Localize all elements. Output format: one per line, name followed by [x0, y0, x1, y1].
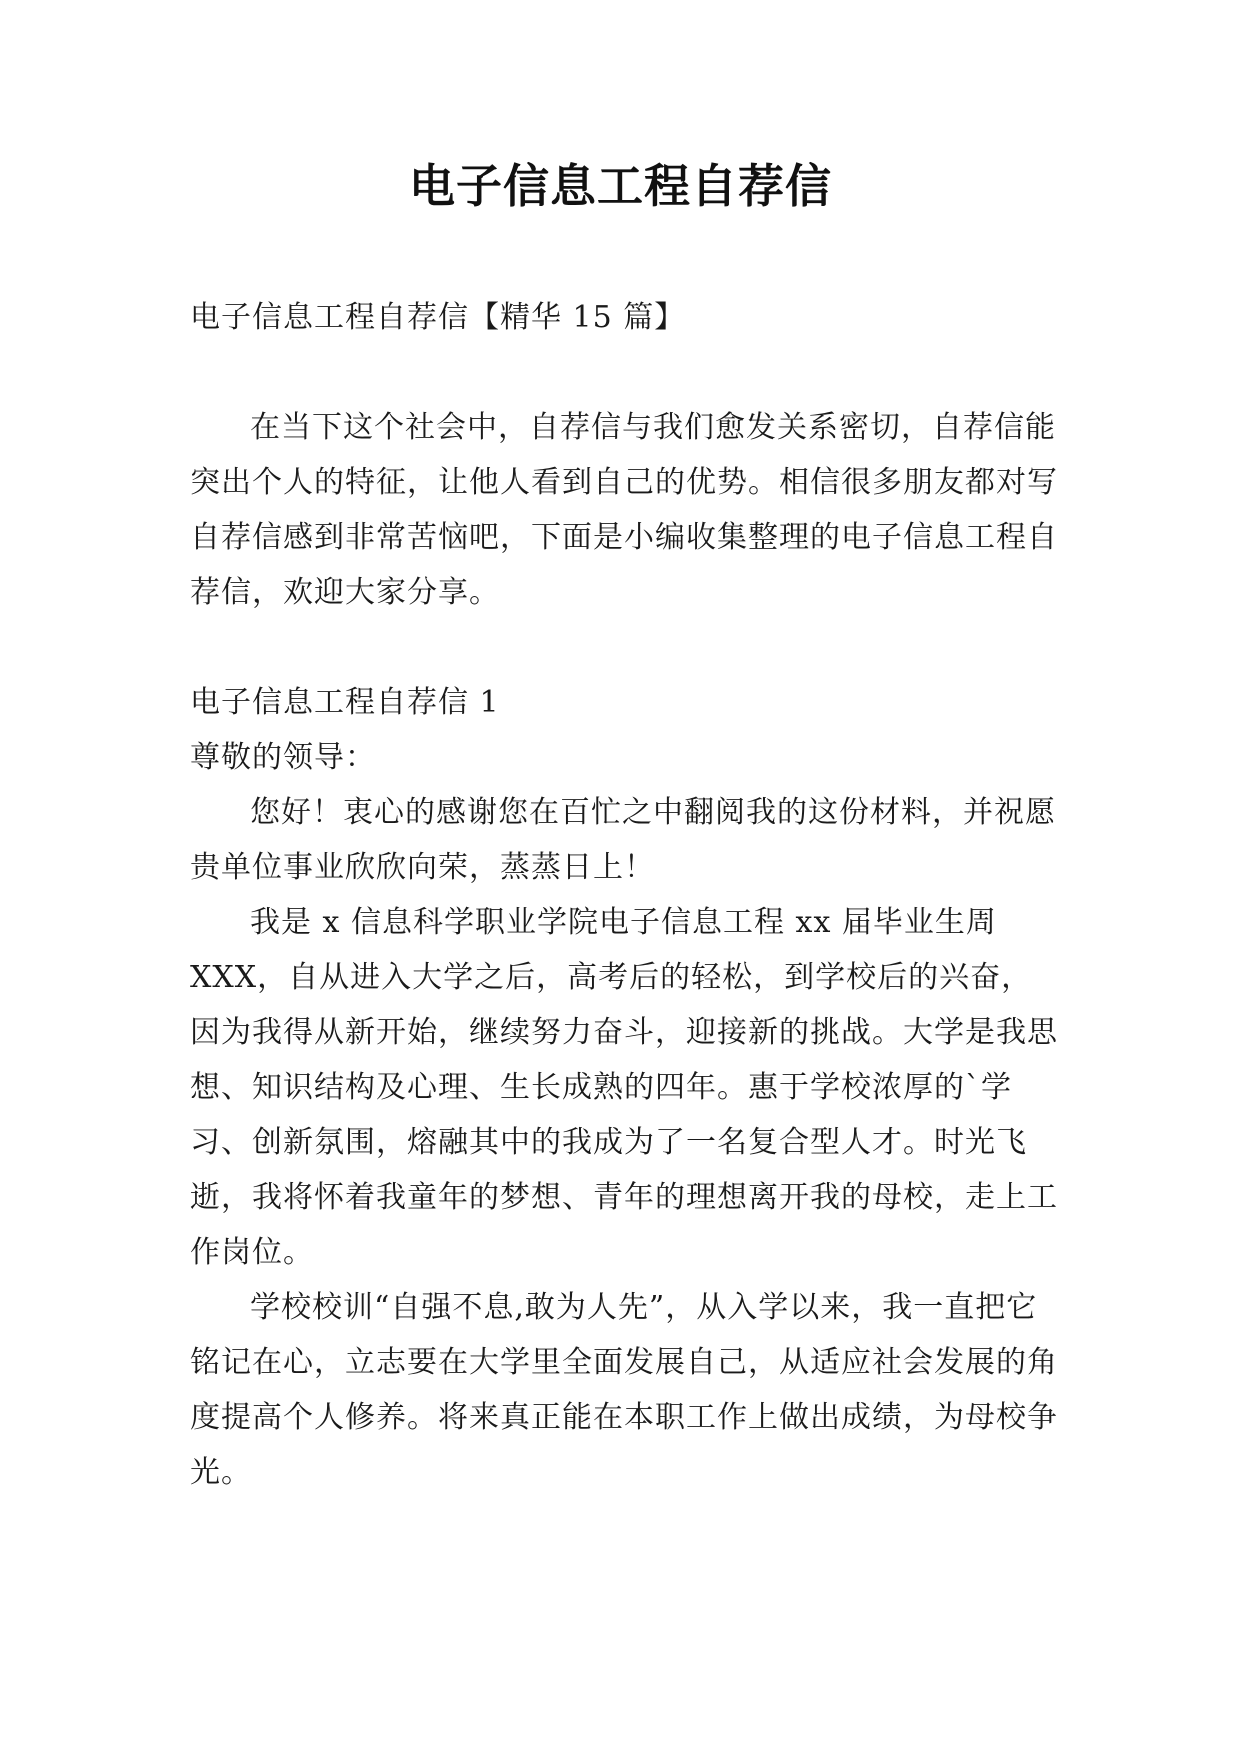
document-title: 电子信息工程自荐信: [409, 159, 832, 213]
spacer: [190, 345, 1060, 400]
body-paragraph: 我是 x 信息科学职业学院电子信息工程 xx 届毕业生周XXX，自从进入大学之后，高考后的轻松，到学校后的兴奋，因为我得从新开始，继续努力奋斗，迎接新的挑战。大学是我思想、知识结构及心理、生长成熟的四年。惠于学校浓厚的`学习、创新氛围，熔融其中的我成为了一名复合型人才。时光飞逝，我将怀着我童年的梦想、青年的理想离开我的母校，走上工作岗位。: [190, 905, 1058, 1270]
section-heading: 电子信息工程自荐信 1: [190, 685, 500, 720]
body-paragraph: 学校校训“自强不息,敢为人先”，从入学以来，我一直把它铭记在心，立志要在大学里全面发展自己，从适应社会发展的角度提高个人修养。将来真正能在本职工作上做出成绩，为母校争光。: [190, 1290, 1058, 1490]
body-paragraph: 您好！衷心的感谢您在百忙之中翻阅我的这份材料，并祝愿贵单位事业欣欣向荣，蒸蒸日上！: [190, 795, 1056, 885]
document-body: [190, 290, 1060, 1500]
spacer: [190, 620, 1060, 675]
intro-paragraph: 在当下这个社会中，自荐信与我们愈发关系密切，自荐信能突出个人的特征，让他人看到自己的优势。相信很多朋友都对写自荐信感到非常苦恼吧，下面是小编收集整理的电子信息工程自荐信，欢迎大家分享。: [190, 410, 1058, 610]
salutation: 尊敬的领导：: [190, 740, 376, 775]
document-subtitle: 电子信息工程自荐信【精华 15 篇】: [190, 300, 686, 335]
